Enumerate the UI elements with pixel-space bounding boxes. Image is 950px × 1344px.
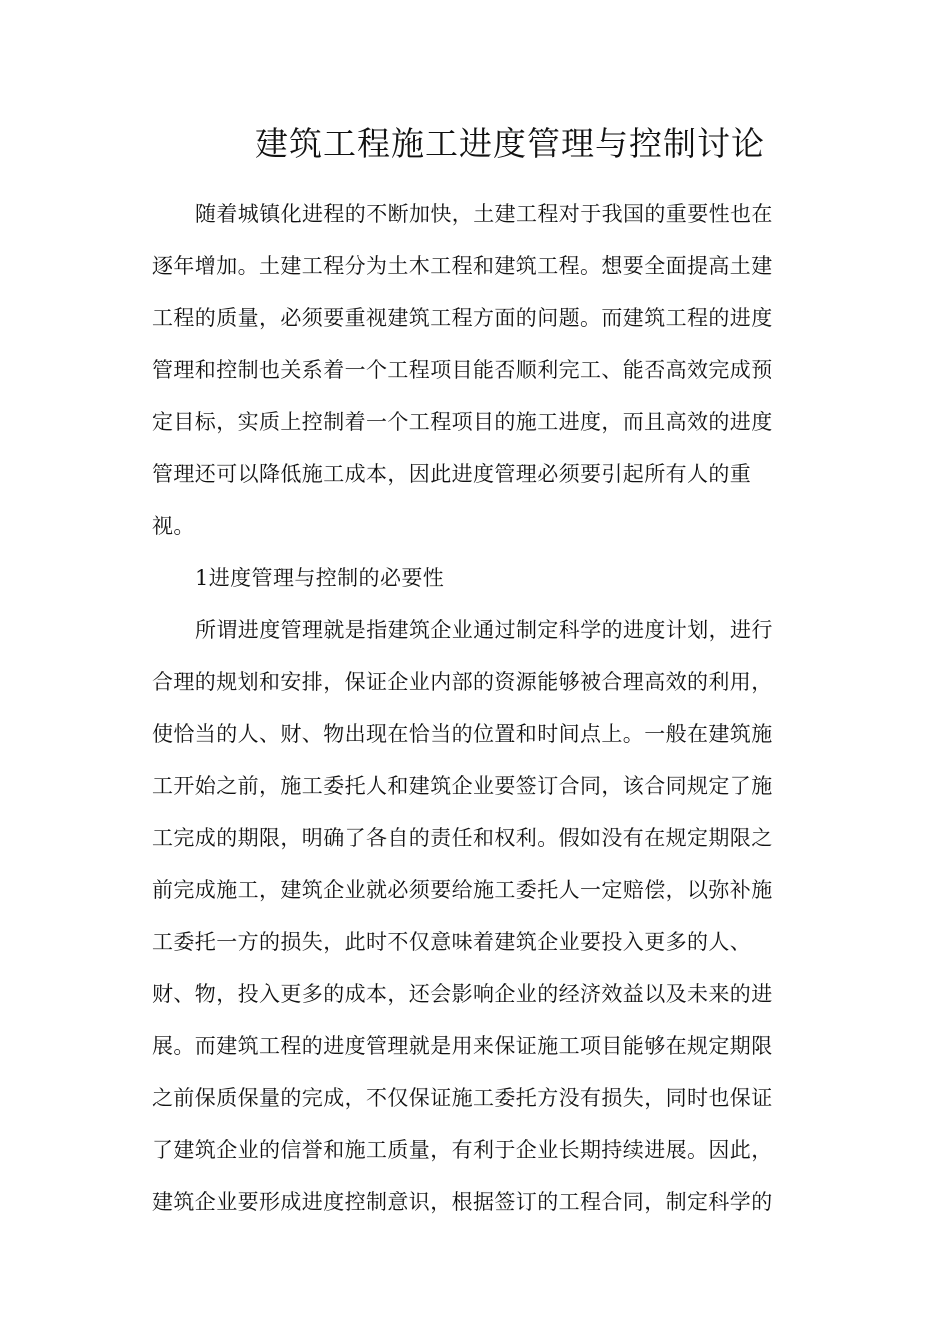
paragraph-line: 之前保质保量的完成，不仅保证施工委托方没有损失，同时也保证: [152, 1086, 773, 1110]
paragraph-line: 工委托一方的损失，此时不仅意味着建筑企业要投入更多的人、: [152, 930, 752, 954]
paragraph-line: 逐年增加。土建工程分为土木工程和建筑工程。想要全面提高土建: [152, 254, 773, 278]
paragraph-line: 合理的规划和安排，保证企业内部的资源能够被合理高效的利用，: [152, 670, 773, 694]
document-body: [152, 188, 802, 1228]
paragraph-line: 建筑企业要形成进度控制意识，根据签订的工程合同，制定科学的: [152, 1190, 773, 1214]
paragraph-line: 视。: [152, 514, 195, 538]
document-title: 建筑工程施工进度管理与控制讨论: [255, 124, 765, 163]
section-heading: 1进度管理与控制的必要性: [195, 566, 445, 590]
paragraph-line: 所谓进度管理就是指建筑企业通过制定科学的进度计划，进行: [195, 618, 773, 642]
paragraph-line: 前完成施工，建筑企业就必须要给施工委托人一定赔偿，以弥补施: [152, 878, 773, 902]
paragraph-line: 财、物，投入更多的成本，还会影响企业的经济效益以及未来的进: [152, 982, 773, 1006]
paragraph-line: 了建筑企业的信誉和施工质量，有利于企业长期持续进展。因此，: [152, 1138, 773, 1162]
paragraph-line: 展。而建筑工程的进度管理就是用来保证施工项目能够在规定期限: [152, 1034, 773, 1058]
paragraph-line: 管理还可以降低施工成本，因此进度管理必须要引起所有人的重: [152, 462, 752, 486]
paragraph-line: 工程的质量，必须要重视建筑工程方面的问题。而建筑工程的进度: [152, 306, 773, 330]
paragraph-line: 使恰当的人、财、物出现在恰当的位置和时间点上。一般在建筑施: [152, 722, 773, 746]
paragraph-line: 定目标，实质上控制着一个工程项目的施工进度，而且高效的进度: [152, 410, 773, 434]
paragraph-line: 工完成的期限，明确了各自的责任和权利。假如没有在规定期限之: [152, 826, 773, 850]
paragraph-line: 工开始之前，施工委托人和建筑企业要签订合同，该合同规定了施: [152, 774, 773, 798]
paragraph-line: 随着城镇化进程的不断加快，土建工程对于我国的重要性也在: [195, 202, 773, 226]
paragraph-line: 管理和控制也关系着一个工程项目能否顺利完工、能否高效完成预: [152, 358, 773, 382]
